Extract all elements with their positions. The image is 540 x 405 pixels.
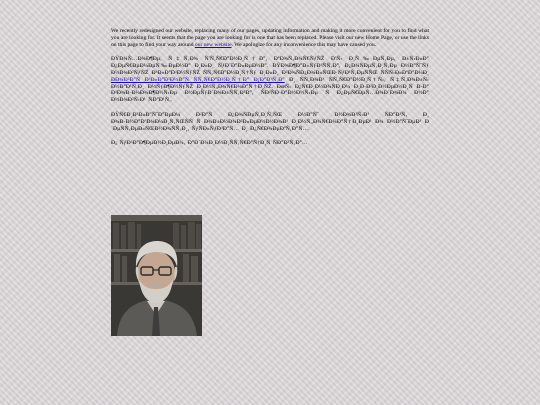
notice-text-suffix: . We apologize for any inconvenience this may have caused you. xyxy=(231,41,377,48)
encoded-paragraph-1 xyxy=(111,56,429,104)
encoded-paragraph-3: Ð¡ ÑƒÐ²Ð°Ð¶ÐµÐ½Ð¸ÐµÐ¼, Ð°Ð´Ð¼Ð¸Ð½Ð¸ÑÑ‚Ñ€Ð°Ñ†Ð¸Ñ ÑÐ°Ð¹Ñ‚Ð°… xyxy=(111,140,308,147)
new-website-link[interactable]: our new website xyxy=(194,41,232,48)
encoded-home-page-link[interactable]: ÐÐ¾Ð²Ð°Ñ Ð³Ð»Ð°Ð²Ð½Ð°Ñ ÑÑ‚Ñ€Ð°Ð½Ð¸Ñ†Ð° Ð¡Ð°Ð¹Ñ‚Ð° xyxy=(111,76,285,83)
paragraph-1-text-b: Ð¸ ÑÑ‚Ð¾Ð¹ ÑÑ‚Ñ€Ð°Ð½Ð¸Ñ†Ñ‹, Ñ‡Ñ‚Ð¾Ð±Ñ‹ Ð½Ð°Ð¹Ñ‚Ð¸ Ð½ÑƒÐ¶Ð½ÑƒÑŽ Ð¸Ð½Ñ„Ð¾Ñ€Ð¼Ð°Ñ†Ð¸ÑŽ. ÐœÑ‹ Ð¿Ñ€Ð¸Ð½Ð¾ÑÐ¸Ð¼ Ð¸Ð·Ð²Ð¸Ð½ÐµÐ½Ð¸Ñ Ð·Ð° Ð²Ð¾Ð·Ð¼Ð¾Ð¶Ð½Ñ‹Ðµ Ð½ÐµÑƒÐ´Ð¾Ð±ÑÑ‚Ð²Ð°, ÑÐ²ÑÐ·Ð°Ð½Ð½Ñ‹Ðµ Ñ Ð¿ÐµÑ€ÐµÑ…Ð¾Ð´Ð¾Ð¼ Ð½Ð° Ð½Ð¾Ð²Ñ‹Ð¹ ÑÐ°Ð¹Ñ‚. xyxy=(111,76,430,104)
notice-text-prefix: We recently redesigned our website, replacing many of our pages, updating information and making it more convenient for you to find what you are looking for. It seems that the page you are looking for is one that has been replaced. Please visit our new Home Page, or use the links on this page to find your way around xyxy=(111,28,429,48)
main-content xyxy=(111,28,429,155)
portrait-photo xyxy=(111,215,202,336)
encoded-paragraph-2: ÐŸÑ€Ð¸Ð³Ð»Ð°ÑˆÐ°ÐµÐ¼ Ð²Ð°Ñ Ð¿Ð¾ÑÐµÑ‚Ð¸Ñ‚ÑŒ Ð½Ð°Ñˆ Ð½Ð¾Ð²Ñ‹Ð¹ ÑÐ°Ð¹Ñ‚ Ð¸ Ð¾Ð·Ð½Ð°ÐºÐ¾Ð¼Ð¸Ñ‚ÑŒÑÑ Ñ Ð¾Ð±Ð½Ð¾Ð²Ð»ÐµÐ½Ð½Ð¾Ð¹ Ð¸Ð½Ñ„Ð¾Ñ€Ð¼Ð°Ñ†Ð¸ÐµÐ¹ Ð¾ Ð½Ð°ÑˆÐµÐ¹ Ð´ÐµÑÑ‚ÐµÐ»ÑŒÐ½Ð¾ÑÑ‚Ð¸, ÑƒÑÐ»ÑƒÐ³Ð°Ñ… Ð¸ Ð¿Ñ€Ð¾ÐµÐºÑ‚Ð°Ñ…. xyxy=(111,111,429,132)
paragraph-1-text-a: ÐŸÐ¾Ñ…Ð¾Ð¶Ðµ, Ñ‡Ñ‚Ð¾ Ñ'Ñ‚Ñ€Ð°Ð½Ð¸Ñ†Ð°, ÐºÐ¾Ñ‚Ð¾Ñ€ÑƒÑŽ Ð'Ñ‹ Ð¸Ñ‰ÐµÑ‚Ðµ, Ð±Ñ‹Ð»Ð° Ð¿ÐµÑ€ÐµÐ¼ÐµÑ‰ÐµÐ½Ð° Ð¸Ð»Ð¸ ÑƒÐ´Ð°Ð»ÐµÐ½Ð°. ÐŸÐ¾Ð¶Ð°Ð»ÑƒÐ¹ÑÑ‚Ð°, Ð¿Ð¾ÑÐµÑ‚Ð¸Ñ‚Ðµ Ð½Ð°ÑˆÑƒ Ð½Ð¾Ð²ÑƒÑŽ Ð³Ð»Ð°Ð²Ð½ÑƒÑŽ ÑÑ‚Ñ€Ð°Ð½Ð¸Ñ†Ñƒ Ð¸Ð»Ð¸ Ð²Ð¾ÑÐ¿Ð¾Ð»ÑŒÐ·ÑƒÐ¹Ñ‚ÐµÑÑŒ ÑÑÑ‹Ð»ÐºÐ°Ð¼Ð¸ xyxy=(111,56,429,76)
english-notice xyxy=(111,28,429,48)
